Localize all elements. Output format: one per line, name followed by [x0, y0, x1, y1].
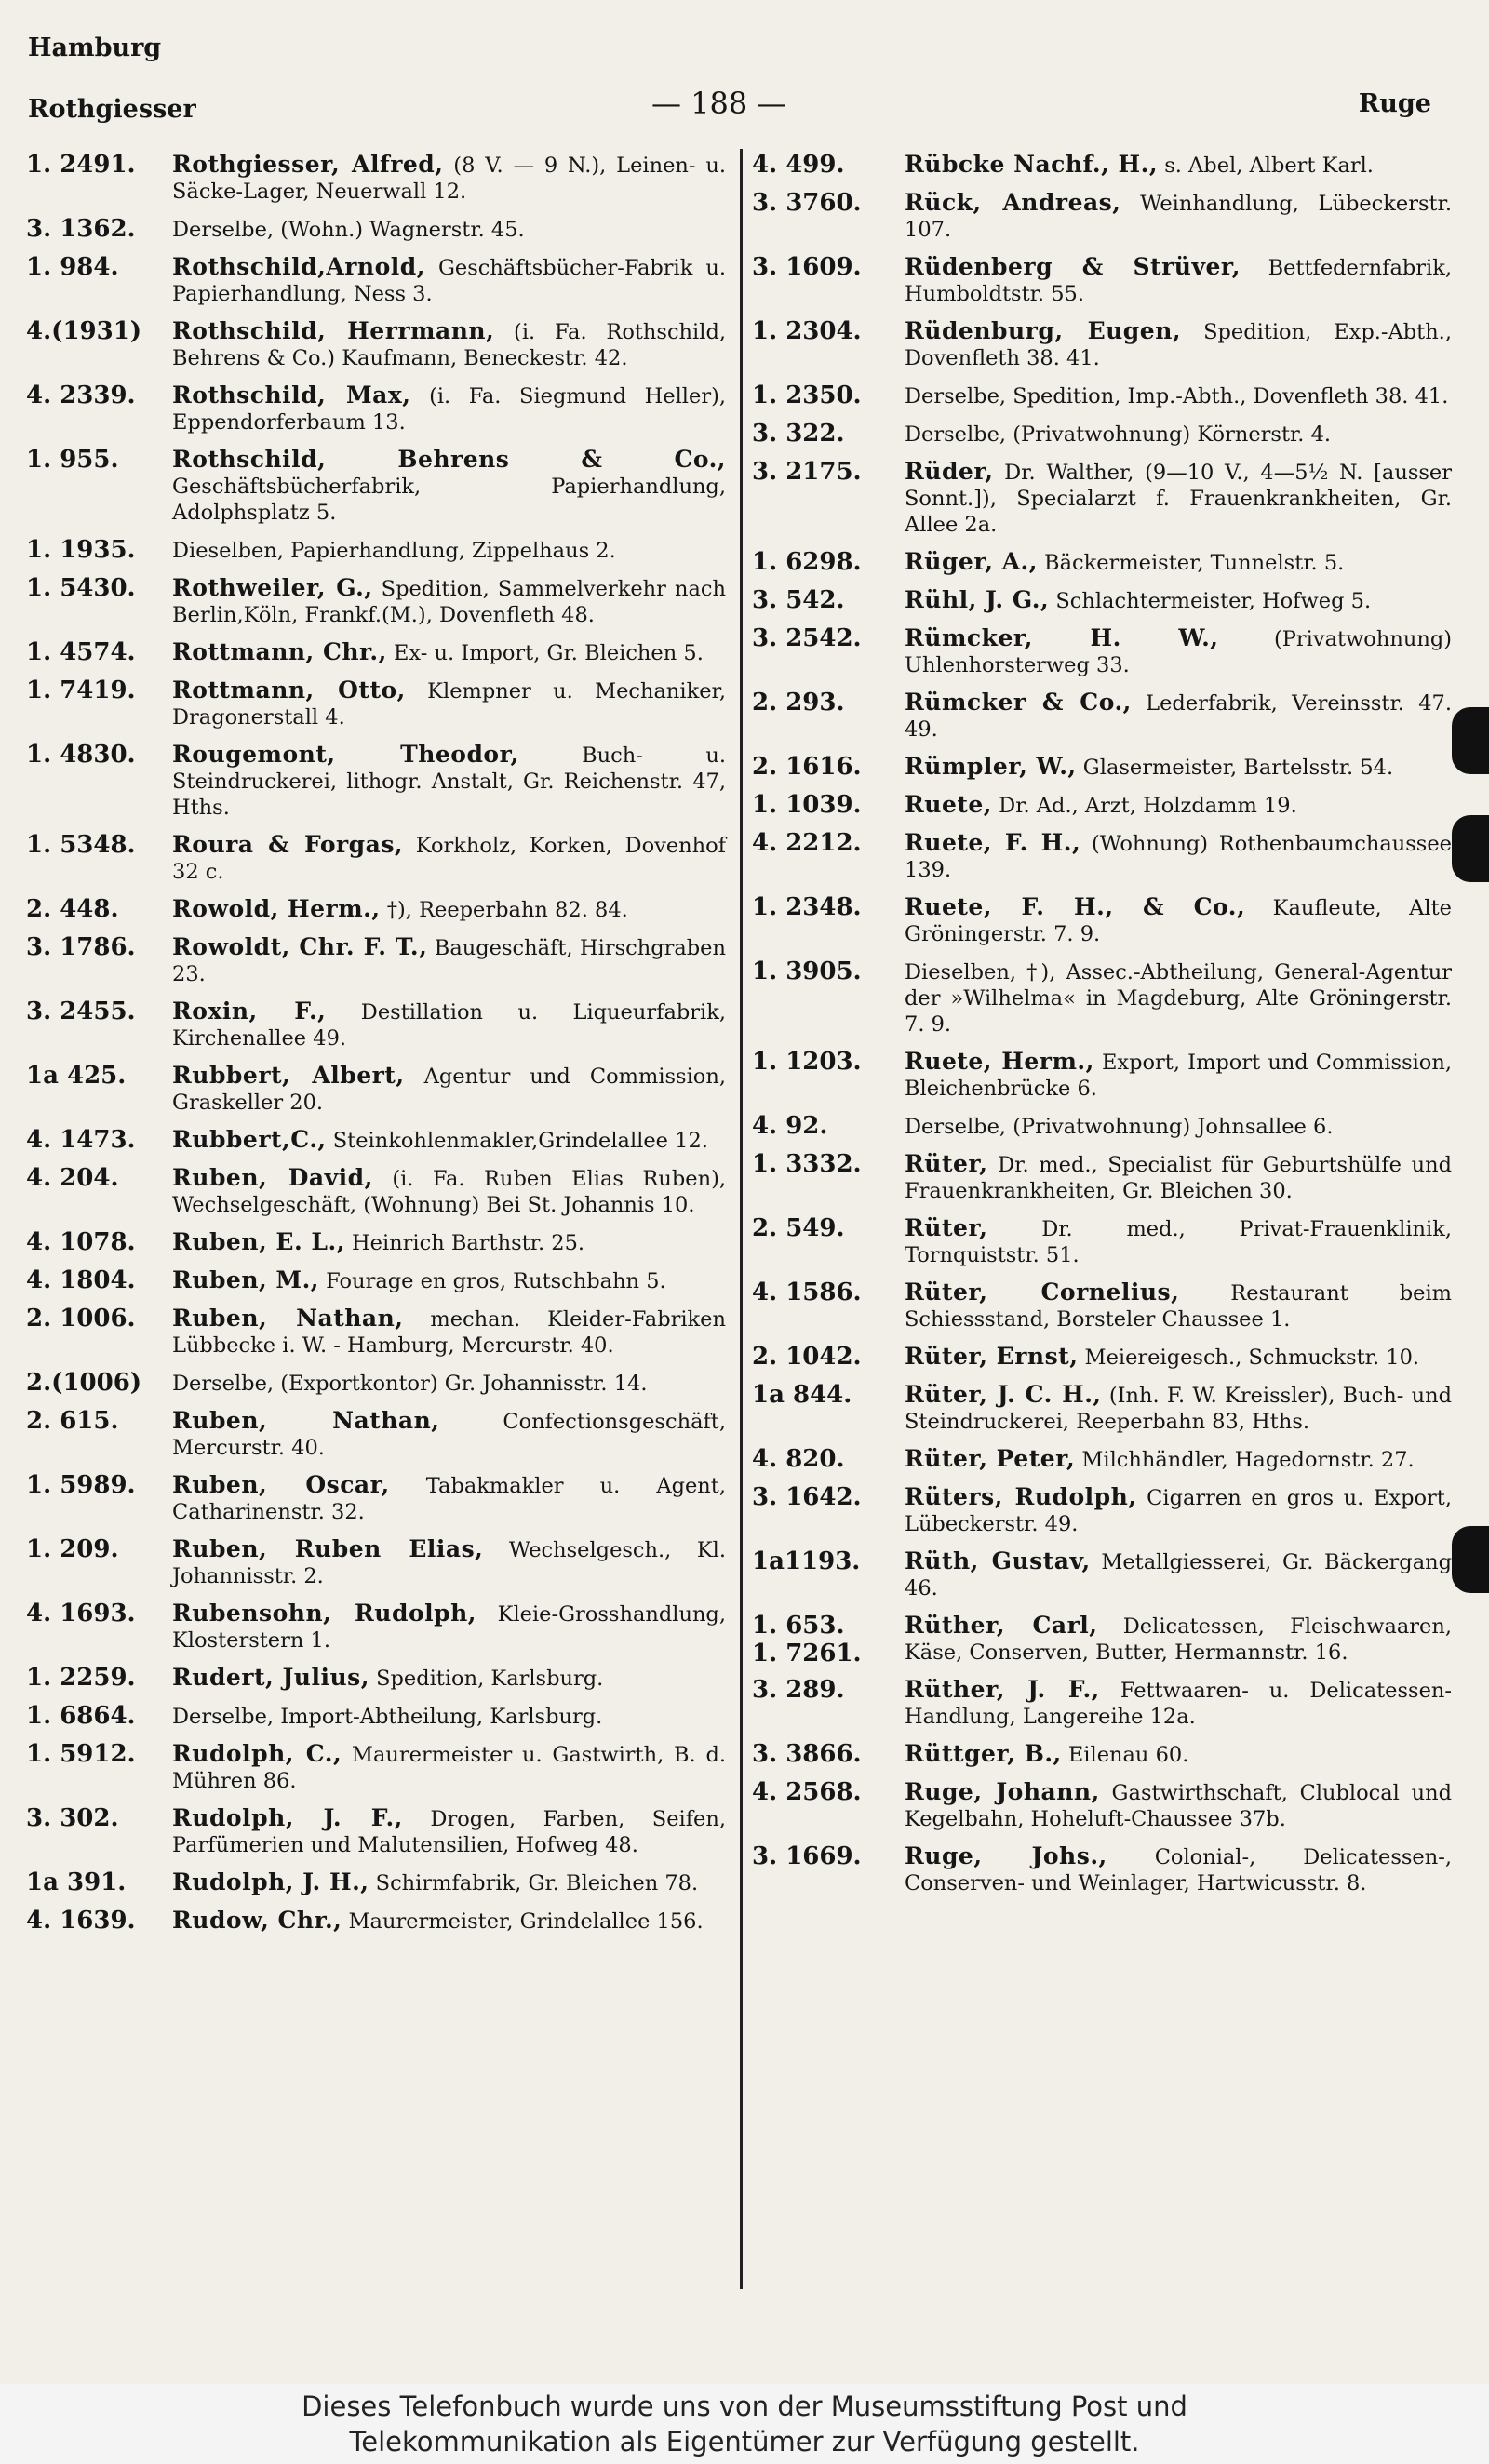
directory-entry [752, 152, 1452, 179]
entry-name: Rottmann, Otto, [172, 676, 406, 703]
entry-details: Kleie-Grosshandlung, Klosterstern 1. [172, 1602, 726, 1653]
phone-number: 3. 2175. [752, 458, 862, 486]
entry-details: Korkholz, Korken, Dovenhof 32 c. [172, 834, 726, 884]
phone-number: 2. 448. [26, 895, 119, 923]
header-right-keyword: Ruge [1358, 89, 1431, 118]
directory-entry [752, 254, 1452, 307]
entry-name: Rudert, Julius, [172, 1664, 369, 1691]
entry-name: Rothgiesser, Alfred, [172, 151, 444, 178]
entry-details: Derselbe, (Wohn.) Wagnerstr. 45. [172, 218, 525, 242]
entry-details: Heinrich Barthstr. 25. [344, 1231, 585, 1255]
phone-number: 4. 499. [752, 151, 845, 179]
directory-entry [752, 792, 1452, 819]
directory-entry [26, 1127, 726, 1154]
directory-entry [26, 216, 726, 243]
phone-number: 1. 2259. [26, 1664, 136, 1692]
entry-details: Wechselgesch., Kl. Johannisstr. 2. [172, 1538, 726, 1588]
footer-line-1: Dieses Telefonbuch wurde uns von der Museumsstiftung Post und [302, 2390, 1187, 2422]
phone-number: 1. 653. 1. 7261. [752, 1612, 862, 1667]
phone-number: 1. 5989. [26, 1471, 136, 1499]
entry-name: Rudolph, C., [172, 1740, 342, 1767]
entry-details: s. Abel, Albert Karl. [1158, 154, 1374, 178]
directory-entry [752, 382, 1452, 409]
directory-entry [752, 318, 1452, 371]
phone-number: 2. 1042. [752, 1343, 862, 1371]
entry-name: Rümcker, H. W., [905, 624, 1219, 651]
phone-number: 4. 2212. [752, 829, 862, 857]
entry-details: Glasermeister, Bartelsstr. 54. [1076, 756, 1394, 780]
entry-name: Rüter, Cornelius, [905, 1279, 1180, 1306]
phone-number: 4. 1639. [26, 1907, 136, 1935]
entry-name: Rüdenberg & Strüver, [905, 253, 1241, 280]
directory-entry [26, 537, 726, 564]
phone-number: 4. 1473. [26, 1126, 136, 1154]
phone-number: 3. 1786. [26, 933, 136, 961]
entry-name: Ruben, Ruben Elias, [172, 1535, 484, 1562]
phone-number: 2. 293. [752, 689, 845, 716]
directory-entry [752, 459, 1452, 538]
directory-entry [26, 1229, 726, 1256]
entry-name: Rühl, J. G., [905, 586, 1050, 613]
entry-name: Rüter, [905, 1214, 988, 1241]
entry-details: Derselbe, (Privatwohnung) Johnsallee 6. [905, 1115, 1334, 1139]
entry-name: Rüther, J. F., [905, 1676, 1100, 1703]
directory-entry [752, 1151, 1452, 1204]
directory-entry [26, 1908, 726, 1935]
phone-number: 1. 3332. [752, 1150, 862, 1178]
entry-details: Derselbe, Import-Abtheilung, Karlsburg. [172, 1705, 603, 1729]
entry-name: Rüger, A., [905, 548, 1038, 575]
entry-name: Roura & Forgas, [172, 831, 404, 858]
directory-entry [26, 742, 726, 821]
entry-details: Maurermeister, Grindelallee 156. [342, 1909, 704, 1934]
phone-number: 1. 2491. [26, 151, 136, 179]
directory-entry [26, 639, 726, 666]
entry-name: Rothschild,Arnold, [172, 253, 425, 280]
entry-details: Restaurant beim Schiessstand, Borsteler Chaussee 1. [905, 1281, 1452, 1332]
directory-entry [26, 1600, 726, 1654]
entry-name: Ruete, F. H., & Co., [905, 893, 1246, 920]
phone-number: 2. 1006. [26, 1305, 136, 1332]
entry-details: Dr. med., Privat-Frauenklinik, Tornquiststr. 51. [905, 1217, 1452, 1267]
entry-details: Meiereigesch., Schmuckstr. 10. [1078, 1346, 1420, 1370]
entry-details: Delicatessen, Fleischwaaren, Käse, Conserven, Butter, Hermannstr. 16. [905, 1614, 1452, 1665]
entry-name: Rüter, Peter, [905, 1445, 1076, 1472]
entry-details: Bettfedernfabrik, Humboldtstr. 55. [905, 256, 1452, 306]
directory-entry [752, 1484, 1452, 1537]
entry-details: Weinhandlung, Lübeckerstr. 107. [905, 192, 1452, 242]
entry-name: Rüters, Rudolph, [905, 1483, 1137, 1510]
right-column [752, 152, 1452, 1908]
phone-number: 4. 2568. [752, 1778, 862, 1806]
directory-entry [752, 1613, 1452, 1666]
entry-details: Spedition, Karlsburg. [369, 1667, 604, 1691]
phone-number: 1. 984. [26, 253, 119, 281]
phone-number: 1. 2348. [752, 893, 862, 921]
phone-number: 2. 549. [752, 1214, 845, 1242]
entry-name: Rüdenburg, Eugen, [905, 317, 1182, 344]
entry-details: (Inh. F. W. Kreissler), Buch- und Steindruckerei, Reeperbahn 83, Hths. [905, 1384, 1452, 1434]
directory-entry [26, 447, 726, 526]
entry-details: Drogen, Farben, Seifen, Parfümerien und Malutensilien, Hofweg 48. [172, 1807, 726, 1857]
phone-number: 4. 820. [752, 1445, 845, 1473]
entry-name: Rothweiler, G., [172, 574, 373, 601]
directory-entry [752, 625, 1452, 678]
entry-details: Fettwaaren- u. Delicatessen-Handlung, Langereihe 12a. [905, 1679, 1453, 1729]
entry-details: Dieselben, †), Assec.-Abtheilung, General-Agentur der »Wilhelma« in Magdeburg, Alte Gröningerstr. 7. 9. [905, 960, 1452, 1037]
entry-details: Dr. med., Specialist für Geburtshülfe und Frauenkrankheiten, Gr. Bleichen 30. [905, 1153, 1452, 1203]
entry-name: Ruben, Oscar, [172, 1471, 390, 1498]
directory-entry [26, 1472, 726, 1525]
entry-name: Rottmann, Chr., [172, 638, 387, 665]
directory-entry [26, 1306, 726, 1359]
directory-entry [26, 832, 726, 885]
phone-number: 3. 322. [752, 420, 845, 448]
entry-name: Ruete, [905, 791, 993, 818]
entry-name: Rubensohn, Rudolph, [172, 1600, 476, 1627]
phone-number: 1a 391. [26, 1868, 127, 1896]
directory-entry [752, 1741, 1452, 1768]
entry-details: Geschäftsbücherfabrik, Papierhandlung, Adolphsplatz 5. [172, 475, 726, 525]
directory-entry [26, 1370, 726, 1397]
entry-details: Export, Import und Commission, Bleichenbrücke 6. [905, 1051, 1452, 1101]
entry-details: Agentur und Commission, Graskeller 20. [172, 1065, 726, 1115]
phone-number: 1. 5430. [26, 574, 136, 602]
entry-details: Bäckermeister, Tunnelstr. 5. [1037, 551, 1345, 575]
directory-entry [26, 1741, 726, 1794]
phone-number: 1. 6298. [752, 548, 862, 576]
directory-entry [26, 1869, 726, 1896]
phone-number: 1. 955. [26, 446, 119, 474]
directory-entry [26, 998, 726, 1051]
entry-details: Dr. Walther, (9—10 V., 4—5½ N. [ausser Sonnt.]), Specialarzt f. Frauenkrankheiten, Gr. Allee 2a. [905, 461, 1452, 537]
entry-name: Ruben, M., [172, 1266, 320, 1293]
entry-name: Rüter, Ernst, [905, 1343, 1079, 1370]
directory-entry [752, 830, 1452, 883]
phone-number: 1. 3905. [752, 957, 862, 985]
directory-entry [752, 1049, 1452, 1102]
entry-name: Rübcke Nachf., H., [905, 151, 1159, 178]
phone-number: 1. 6864. [26, 1702, 136, 1730]
entry-details: Buch- u. Steindruckerei, lithogr. Anstalt, Gr. Reichenstr. 47, Hths. [172, 743, 726, 820]
entry-details: Derselbe, Spedition, Imp.-Abth., Dovenfleth 38. 41. [905, 384, 1449, 408]
directory-entry [26, 1267, 726, 1294]
left-column [26, 152, 726, 1946]
directory-entry [26, 1536, 726, 1589]
entry-name: Rowold, Herm., [172, 895, 381, 922]
phone-number: 1. 5348. [26, 831, 136, 859]
entry-name: Ruben, Nathan, [172, 1407, 440, 1434]
phone-number: 1a 844. [752, 1381, 852, 1409]
entry-name: Rümcker & Co., [905, 689, 1132, 716]
directory-entry [26, 382, 726, 435]
entry-details: Destillation u. Liqueurfabrik, Kirchenallee 49. [172, 1000, 726, 1051]
entry-details: Klempner u. Mechaniker, Dragonerstall 4. [172, 679, 726, 730]
entry-name: Ruben, Nathan, [172, 1305, 404, 1332]
directory-entry [752, 1446, 1452, 1473]
phone-number: 4. 1586. [752, 1279, 862, 1306]
entry-details: Maurermeister u. Gastwirth, B. d. Mühren 86. [172, 1743, 726, 1793]
entry-details: (Privatwohnung) Uhlenhorsterweg 33. [905, 627, 1452, 677]
entry-details: Spedition, Exp.-Abth., Dovenfleth 38. 41. [905, 320, 1452, 370]
entry-name: Ruete, F. H., [905, 829, 1081, 856]
directory-entry [752, 549, 1452, 576]
entry-details: (8 V. — 9 N.), Leinen- u. Säcke-Lager, Neuerwall 12. [172, 154, 726, 204]
phone-number: 3. 1609. [752, 253, 862, 281]
entry-name: Rudolph, J. F., [172, 1804, 403, 1831]
directory-entry [752, 421, 1452, 448]
binding-hole-mark [1452, 707, 1489, 774]
entry-name: Rothschild, Max, [172, 382, 411, 408]
entry-name: Rüder, [905, 458, 994, 485]
entry-details: Derselbe, (Exportkontor) Gr. Johannisstr. 14. [172, 1372, 648, 1396]
binding-hole-mark [1452, 815, 1489, 882]
entry-details: Baugeschäft, Hirschgraben 23. [172, 936, 726, 986]
entry-details: Derselbe, (Privatwohnung) Körnerstr. 4. [905, 422, 1332, 447]
entry-name: Rudolph, J. H., [172, 1868, 369, 1895]
entry-details: Fourage en gros, Rutschbahn 5. [319, 1269, 666, 1293]
directory-entry [752, 1548, 1452, 1601]
entry-details: (Wohnung) Rothenbaumchaussee 139. [905, 832, 1452, 882]
entry-name: Rück, Andreas, [905, 189, 1121, 216]
directory-entry [752, 1382, 1452, 1435]
directory-entry [26, 575, 726, 628]
entry-details: Gastwirthschaft, Clublocal und Kegelbahn, Hoheluft-Chaussee 37b. [905, 1781, 1452, 1831]
directory-entry [26, 1408, 726, 1461]
entry-details: Geschäftsbücher-Fabrik u. Papierhandlung, Ness 3. [172, 256, 726, 306]
directory-entry [752, 1279, 1452, 1332]
entry-name: Rudow, Chr., [172, 1907, 342, 1934]
phone-number: 1. 5912. [26, 1740, 136, 1768]
directory-entry [26, 677, 726, 730]
entry-name: Rowoldt, Chr. F. T., [172, 933, 428, 960]
phone-number: 1a 425. [26, 1062, 127, 1090]
entry-name: Rothschild, Herrmann, [172, 317, 495, 344]
entry-name: Ruge, Johann, [905, 1778, 1100, 1805]
entry-details: Spedition, Sammelverkehr nach Berlin,Köln, Frankf.(M.), Dovenfleth 48. [172, 577, 726, 627]
footer-line-2: Telekommunikation als Eigentümer zur Verfügung gestellt. [349, 2426, 1140, 2457]
directory-entry [26, 896, 726, 923]
phone-number: 3. 2542. [752, 624, 862, 652]
entry-details: Confectionsgeschäft, Mercurstr. 40. [172, 1410, 727, 1460]
entry-details: Steinkohlenmakler,Grindelallee 12. [326, 1129, 708, 1153]
phone-number: 3. 2455. [26, 998, 136, 1025]
phone-number: 4. 1078. [26, 1228, 136, 1256]
entry-details: Cigarren en gros u. Export, Lübeckerstr. 49. [905, 1486, 1452, 1536]
entry-name: Rougemont, Theodor, [172, 741, 519, 768]
phone-number: 4.(1931) [26, 317, 142, 345]
phone-number: 3. 289. [752, 1676, 845, 1704]
phone-number: 4. 1804. [26, 1266, 136, 1294]
directory-entry [26, 1665, 726, 1692]
column-divider [740, 149, 743, 2289]
entry-details: Kaufleute, Alte Gröningerstr. 7. 9. [905, 896, 1452, 946]
phone-number: 3. 302. [26, 1804, 119, 1832]
entry-name: Rubbert,C., [172, 1126, 327, 1153]
directory-entry [26, 1063, 726, 1116]
header-city: Hamburg [28, 33, 162, 62]
entry-details: Ex- u. Import, Gr. Bleichen 5. [386, 641, 704, 665]
phone-number: 3. 3866. [752, 1740, 862, 1768]
entry-name: Rüth, Gustav, [905, 1547, 1091, 1574]
directory-entry [752, 690, 1452, 743]
phone-number: 3. 3760. [752, 189, 862, 217]
directory-entry [26, 934, 726, 987]
phone-number: 1. 1203. [752, 1048, 862, 1076]
entry-details: Dieselben, Papierhandlung, Zippelhaus 2. [172, 539, 616, 563]
footer-notice [0, 2384, 1489, 2464]
phone-number: 4. 1693. [26, 1600, 136, 1627]
directory-entry [752, 1779, 1452, 1832]
phone-number: 3. 1642. [752, 1483, 862, 1511]
entry-name: Ruben, David, [172, 1164, 373, 1191]
entry-name: Ruete, Herm., [905, 1048, 1094, 1075]
directory-entry [752, 587, 1452, 614]
entry-details: Tabakmakler u. Agent, Catharinenstr. 32. [172, 1474, 726, 1524]
entry-name: Rüttger, B., [905, 1740, 1062, 1767]
directory-entry [26, 254, 726, 307]
entry-details: (i. Fa. Siegmund Heller), Eppendorferbaum 13. [172, 384, 727, 435]
phone-number: 2.(1006) [26, 1369, 142, 1397]
phone-number: 1. 2304. [752, 317, 862, 345]
phone-number: 1. 1039. [752, 791, 862, 819]
phone-number: 1a1193. [752, 1547, 861, 1575]
directory-entry [752, 1843, 1452, 1896]
entry-details: Schirmfabrik, Gr. Bleichen 78. [369, 1871, 699, 1895]
entry-name: Rüter, J. C. H., [905, 1381, 1102, 1408]
entry-details: mechan. Kleider-Fabriken Lübbecke i. W. - Hamburg, Mercurstr. 40. [172, 1307, 726, 1358]
entry-details: Metallgiesserei, Gr. Bäckergang 46. [905, 1550, 1453, 1600]
phone-number: 1. 4574. [26, 638, 136, 666]
binding-hole-mark [1452, 1526, 1489, 1593]
entry-name: Ruben, E. L., [172, 1228, 345, 1255]
directory-entry [752, 894, 1452, 947]
directory-entry [752, 1344, 1452, 1371]
phone-number: 2. 1616. [752, 753, 862, 781]
header-left-keyword: Rothgiesser [28, 95, 196, 124]
entry-name: Ruge, Johs., [905, 1842, 1107, 1869]
directory-entry [26, 1703, 726, 1730]
entry-details: Colonial-, Delicatessen-, Conserven- und Weinlager, Hartwicusstr. 8. [905, 1845, 1452, 1895]
entry-details: (i. Fa. Rothschild, Behrens & Co.) Kaufmann, Beneckestr. 42. [172, 320, 726, 370]
phone-number: 1. 4830. [26, 741, 136, 769]
entry-name: Rubbert, Albert, [172, 1062, 405, 1089]
directory-entry [26, 1165, 726, 1218]
phone-number: 1. 1935. [26, 536, 136, 564]
phone-number: 3. 1669. [752, 1842, 862, 1870]
phone-number: 2. 615. [26, 1407, 119, 1435]
directory-entry [26, 1805, 726, 1858]
entry-name: Rümpler, W., [905, 753, 1077, 780]
phone-number: 3. 542. [752, 586, 845, 614]
entry-details: †), Reeperbahn 82. 84. [380, 898, 628, 922]
phone-number: 4. 92. [752, 1112, 828, 1140]
entry-name: Rüther, Carl, [905, 1612, 1098, 1639]
phone-number: 1. 209. [26, 1535, 119, 1563]
phone-number: 3. 1362. [26, 215, 136, 243]
directory-entry [752, 190, 1452, 243]
entry-name: Rothschild, Behrens & Co., [172, 446, 726, 473]
directory-entry [752, 754, 1452, 781]
directory-entry [752, 1677, 1452, 1730]
phone-number: 4. 204. [26, 1164, 119, 1192]
entry-details: (i. Fa. Ruben Elias Ruben), Wechselgeschäft, (Wohnung) Bei St. Johannis 10. [172, 1167, 726, 1217]
directory-entry [26, 152, 726, 205]
entry-name: Roxin, F., [172, 998, 327, 1024]
directory-entry [26, 318, 726, 371]
entry-details: Schlachtermeister, Hofweg 5. [1049, 589, 1372, 613]
page-number: — 188 — [651, 86, 787, 121]
entry-name: Rüter, [905, 1150, 988, 1177]
directory-entry [752, 958, 1452, 1038]
phone-number: 1. 2350. [752, 382, 862, 409]
entry-details: Eilenau 60. [1061, 1743, 1189, 1767]
entry-details: Dr. Ad., Arzt, Holzdamm 19. [992, 794, 1297, 818]
directory-entry [752, 1113, 1452, 1140]
phone-number: 1. 7419. [26, 676, 136, 704]
entry-details: Lederfabrik, Vereinsstr. 47. 49. [905, 691, 1452, 742]
phone-number: 4. 2339. [26, 382, 136, 409]
directory-entry [752, 1215, 1452, 1268]
entry-details: Milchhändler, Hagedornstr. 27. [1075, 1448, 1415, 1472]
